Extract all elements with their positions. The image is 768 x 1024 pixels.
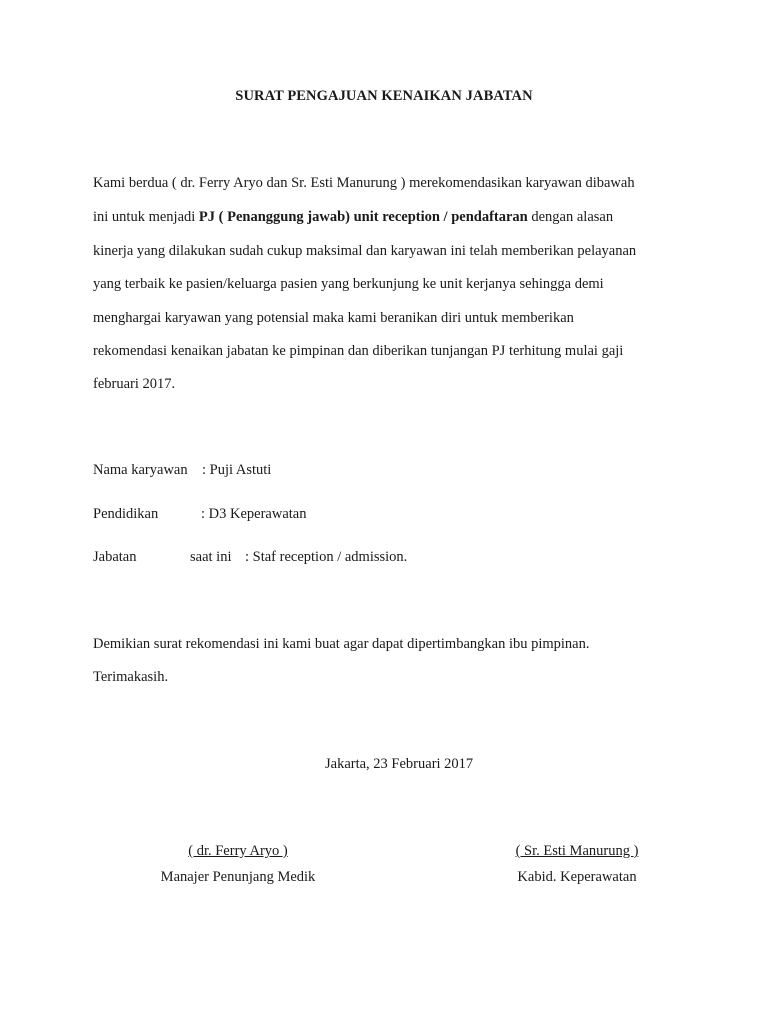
signer-left-name: ( dr. Ferry Aryo ) — [188, 843, 288, 859]
body-line-6: rekomendasi kenaikan jabatan ke pimpinan dan diberikan tunjangan PJ terhitung mulai gaji — [93, 343, 624, 359]
place-date: Jakarta, 23 Februari 2017 — [325, 756, 474, 772]
position-value: : Staf reception / admission. — [245, 549, 408, 565]
position-qualifier: saat ini — [190, 549, 232, 565]
body-line-2-pre: ini untuk menjadi — [93, 209, 199, 225]
letter-title: SURAT PENGAJUAN KENAIKAN JABATAN — [235, 88, 533, 104]
education-value: : D3 Keperawatan — [201, 506, 307, 522]
education-label: Pendidikan — [93, 506, 159, 522]
body-line-7: februari 2017. — [93, 376, 176, 392]
body-line-5: menghargai karyawan yang potensial maka kami beranikan diri untuk memberikan — [93, 310, 574, 326]
name-value: : Puji Astuti — [202, 462, 272, 478]
closing-line-1: Demikian surat rekomendasi ini kami buat agar dapat dipertimbangkan ibu pimpinan. — [93, 636, 590, 652]
body-line-4: yang terbaik ke pasien/keluarga pasien yang berkunjung ke unit kerjanya sehingga demi — [93, 276, 604, 292]
position-label: Jabatan — [93, 549, 137, 565]
signer-right-title: Kabid. Keperawatan — [517, 869, 637, 885]
closing-line-2: Terimakasih. — [93, 669, 169, 685]
body-line-2-post: dengan alasan — [527, 209, 614, 225]
body-line-3: kinerja yang dilakukan sudah cukup maksimal dan karyawan ini telah memberikan pelayanan — [93, 243, 637, 259]
signer-right-name: ( Sr. Esti Manurung ) — [515, 843, 639, 859]
signer-left-title: Manajer Penunjang Medik — [160, 869, 316, 885]
position-emphasis: PJ ( Penanggung jawab) unit reception / pendaftaran — [198, 209, 528, 225]
name-label: Nama karyawan — [93, 462, 188, 478]
body-line-1: Kami berdua ( dr. Ferry Aryo dan Sr. Esti Manurung ) merekomendasikan karyawan dibawah — [93, 175, 635, 191]
body-line-2 — [93, 209, 613, 226]
